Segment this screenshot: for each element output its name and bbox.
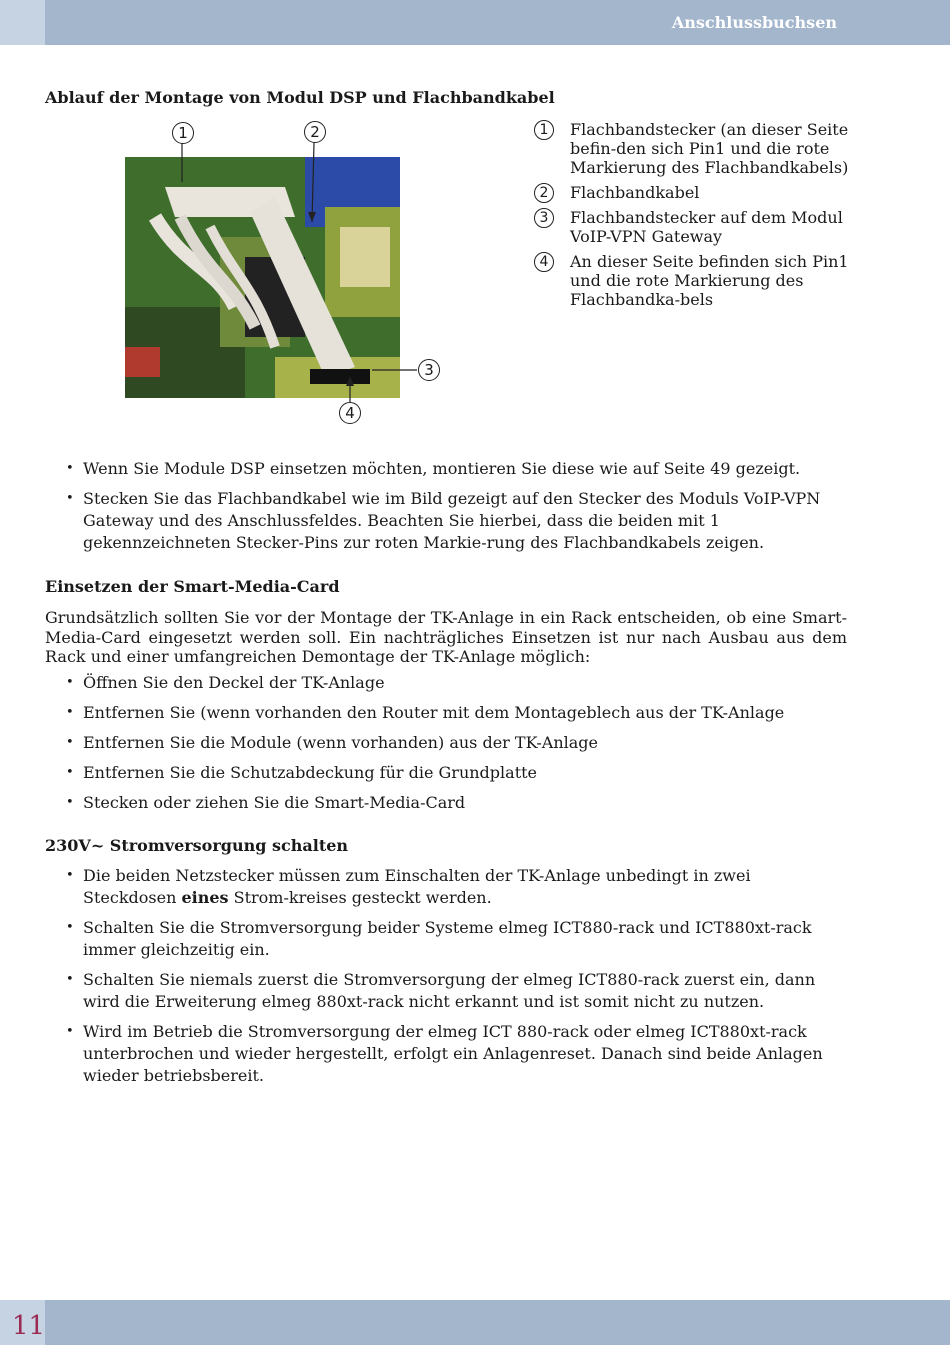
heading-smart-media-card: Einsetzen der Smart-Media-Card — [45, 577, 340, 596]
legend-text: An dieser Seite befinden sich Pin1 und die rote Markierung des Flachbandka-bels — [570, 252, 849, 309]
montage-bullet-list — [45, 458, 847, 562]
list-item — [45, 865, 847, 909]
heading-stromversorgung: 230V~ Stromversorgung schalten — [45, 836, 349, 855]
list-item: • Entfernen Sie die Schutzabdeckung für die Grundplatte — [45, 762, 847, 784]
legend-item — [533, 120, 863, 177]
heading-montage: Ablauf der Montage von Modul DSP und Flachbandkabel — [45, 88, 555, 107]
callout-2: 2 — [304, 121, 326, 143]
list-item: • Wird im Betrieb die Stromversorgung der elmeg ICT 880-rack oder elmeg ICT880xt-rack unterbrochen und wieder hergestellt, erfolgt ein Anlagenreset. Danach sind beide Anlagen wieder betriebsbereit. — [45, 1021, 847, 1087]
header-corner-block — [0, 0, 45, 45]
header-bar — [0, 0, 950, 45]
legend-number: 2 — [534, 183, 554, 203]
emphasis-text: eines — [181, 888, 229, 907]
legend-item — [533, 252, 863, 309]
list-item: • Schalten Sie niemals zuerst die Stromversorgung der elmeg ICT880-rack zuerst ein, dann wird die Erweiterung elmeg 880xt-rack nicht erkannt und ist somit nicht zu nutzen. — [45, 969, 847, 1013]
list-item: • Entfernen Sie die Module (wenn vorhanden) aus der TK-Anlage — [45, 732, 847, 754]
callout-4: 4 — [339, 402, 361, 424]
list-item: • Wenn Sie Module DSP einsetzen möchten, montieren Sie diese wie auf Seite 49 gezeigt. — [45, 458, 847, 480]
list-item: • Entfernen Sie (wenn vorhanden den Router mit dem Montageblech aus der TK-Anlage — [45, 702, 847, 724]
smart-media-paragraph: Grundsätzlich sollten Sie vor der Montage der TK-Anlage in ein Rack entscheiden, ob eine Smart-Media-Card eingesetzt werden soll. Ein nachträgliches Einsetzen ist nur nach Ausbau aus dem Rack und einer umfangreichen Demontage der TK-Anlage möglich: — [45, 608, 847, 666]
legend-number: 4 — [534, 252, 554, 272]
callout-1: 1 — [172, 122, 194, 144]
section-title: Anschlussbuchsen — [671, 13, 837, 32]
legend-number: 3 — [534, 208, 554, 228]
circuit-board-photo — [125, 157, 400, 398]
footer-bar — [0, 1300, 950, 1345]
legend-text: Flachbandkabel — [570, 183, 700, 202]
legend-item — [533, 183, 863, 202]
page-number: 11 — [12, 1311, 46, 1341]
list-item: • Stecken oder ziehen Sie die Smart-Media-Card — [45, 792, 847, 814]
list-item: • Öffnen Sie den Deckel der TK-Anlage — [45, 672, 847, 694]
text-part: Die beiden Netzstecker müssen zum Einschalten der TK-Anlage unbedingt in zwei Steckdosen — [83, 866, 751, 907]
legend-text: Flachbandstecker auf dem Modul VoIP-VPN Gateway — [570, 208, 843, 246]
legend-number: 1 — [534, 120, 554, 140]
list-item: • Stecken Sie das Flachbandkabel wie im Bild gezeigt auf den Stecker des Moduls VoIP-VPN Gateway und des Anschlussfeldes. Beachten Sie hierbei, dass die beiden mit 1 gekennzeichneten Stecker-Pins zur roten Markie-rung des Flachbandkabels zeigen. — [45, 488, 847, 554]
list-item: • Schalten Sie die Stromversorgung beider Systeme elmeg ICT880-rack und ICT880xt-rack immer gleichzeitig ein. — [45, 917, 847, 961]
legend-text: Flachbandstecker (an dieser Seite befin-den sich Pin1 und die rote Markierung des Flachbandkabels) — [570, 120, 849, 177]
callout-3: 3 — [418, 359, 440, 381]
text-part: Strom-kreises gesteckt werden. — [228, 888, 492, 907]
smart-media-bullet-list — [45, 672, 847, 822]
power-bullet-list — [45, 865, 847, 1095]
callout-legend — [533, 120, 863, 315]
legend-item — [533, 208, 863, 246]
